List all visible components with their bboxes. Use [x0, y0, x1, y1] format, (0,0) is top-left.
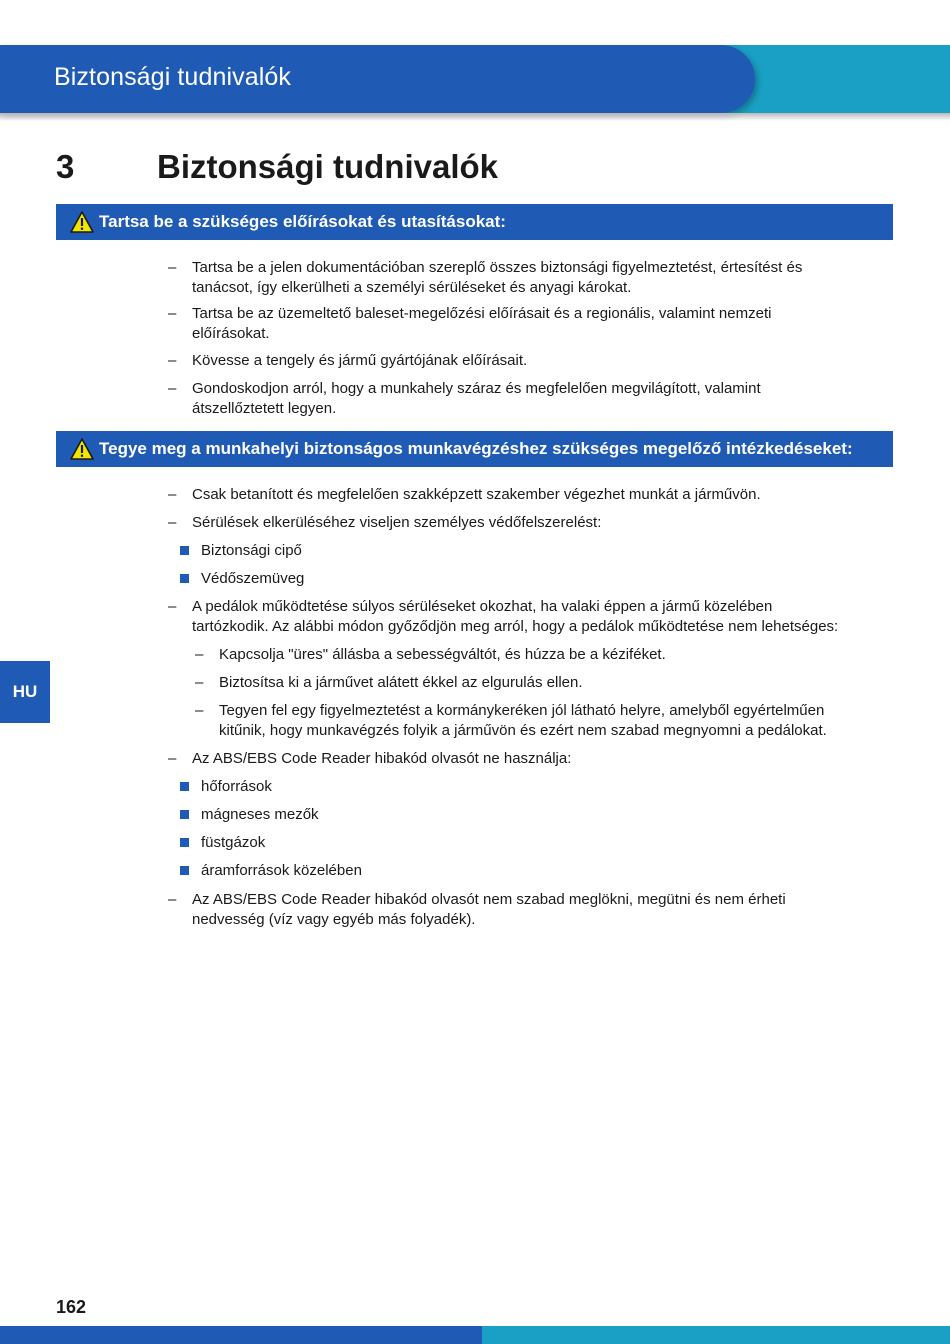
- list-item: Az ABS/EBS Code Reader hibakód olvasót nem szabad meglökni, megütni és nem érheti nedvesség (víz vagy egyéb más folyadék).: [192, 891, 786, 928]
- dash-bullet: –: [168, 891, 177, 908]
- warning-heading: Tartsa be a szükséges előírásokat és utasításokat:: [99, 212, 506, 231]
- sub-list-item: Kapcsolja "üres" állásba a sebességváltót, és húzza be a kéziféket.: [219, 646, 666, 663]
- dash-bullet: –: [195, 646, 204, 663]
- header-title: Biztonsági tudnivalók: [54, 63, 291, 91]
- list-item: Tartsa be a jelen dokumentációban szereplő összes biztonsági figyelmeztetést, értesítést és tanácsot, így elkerülheti a személyi sérüléseket és anyagi károkat.: [192, 259, 803, 296]
- dash-bullet: –: [168, 352, 177, 369]
- hazard-item: hőforrások: [201, 778, 272, 795]
- dash-bullet: –: [168, 380, 177, 397]
- square-bullet-icon: [180, 574, 189, 583]
- list-item: A pedálok működtetése súlyos sérüléseket okozhat, ha valaki éppen a jármű közelében tartózkodik. Az alábbi módon győződjön meg arról, hogy a pedálok működtetése nem lehetséges:: [192, 598, 839, 635]
- list-item: Sérülések elkerüléséhez viseljen személyes védőfelszerelést:: [192, 514, 602, 531]
- dash-bullet: –: [168, 305, 177, 322]
- language-tab: HU: [0, 661, 50, 723]
- header-shadow: [0, 113, 950, 121]
- list-item: Gondoskodjon arról, hogy a munkahely száraz és megfelelően megvilágított, valamint átszellőztetett legyen.: [192, 380, 761, 417]
- dash-bullet: –: [168, 514, 177, 531]
- sub-list-item: Biztosítsa ki a járművet alátett ékkel az elgurulás ellen.: [219, 674, 583, 691]
- chapter-title: Biztonsági tudnivalók: [157, 148, 499, 185]
- warning-triangle-icon: [70, 438, 94, 460]
- dash-bullet: –: [168, 598, 177, 615]
- dash-bullet: –: [195, 702, 204, 719]
- dash-bullet: –: [168, 259, 177, 276]
- dash-bullet: –: [195, 674, 204, 691]
- dash-bullet: –: [168, 486, 177, 503]
- warning-bar-regulations: [56, 204, 893, 240]
- warning-bar-precautions: [56, 431, 893, 467]
- hazard-item: mágneses mezők: [201, 806, 319, 823]
- hazard-item: füstgázok: [201, 834, 266, 851]
- ppe-item: Biztonsági cipő: [201, 542, 302, 559]
- warning-heading: Tegye meg a munkahelyi biztonságos munkavégzéshez szükséges megelőző intézkedéseket:: [99, 439, 853, 458]
- chapter-number: 3: [56, 148, 75, 185]
- list-item: Tartsa be az üzemeltető baleset-megelőzési előírásait és a regionális, valamint nemzeti előírásokat.: [192, 305, 772, 342]
- square-bullet-icon: [180, 866, 189, 875]
- page-number: 162: [56, 1297, 87, 1317]
- footer-band: [0, 1326, 482, 1344]
- sub-list-item: Tegyen fel egy figyelmeztetést a kormánykeréken jól látható helyre, amelyből egyértelműen kitűnik, hogy munkavégzés folyik a járművön és ezért nem szabad megnyomni a pedálokat.: [219, 702, 827, 739]
- hazard-item: áramforrások közelében: [201, 862, 362, 879]
- warning-triangle-icon: [70, 211, 94, 233]
- square-bullet-icon: [180, 838, 189, 847]
- footer-band-accent: [482, 1326, 950, 1344]
- dash-bullet: –: [168, 750, 177, 767]
- square-bullet-icon: [180, 782, 189, 791]
- list-item: Csak betanított és megfelelően szakképzett szakember végezhet munkát a járművön.: [192, 486, 761, 503]
- list-item: Kövesse a tengely és jármű gyártójának előírásait.: [192, 352, 528, 369]
- list-item: Az ABS/EBS Code Reader hibakód olvasót ne használja:: [192, 750, 572, 767]
- square-bullet-icon: [180, 546, 189, 555]
- square-bullet-icon: [180, 810, 189, 819]
- ppe-item: Védőszemüveg: [201, 570, 305, 587]
